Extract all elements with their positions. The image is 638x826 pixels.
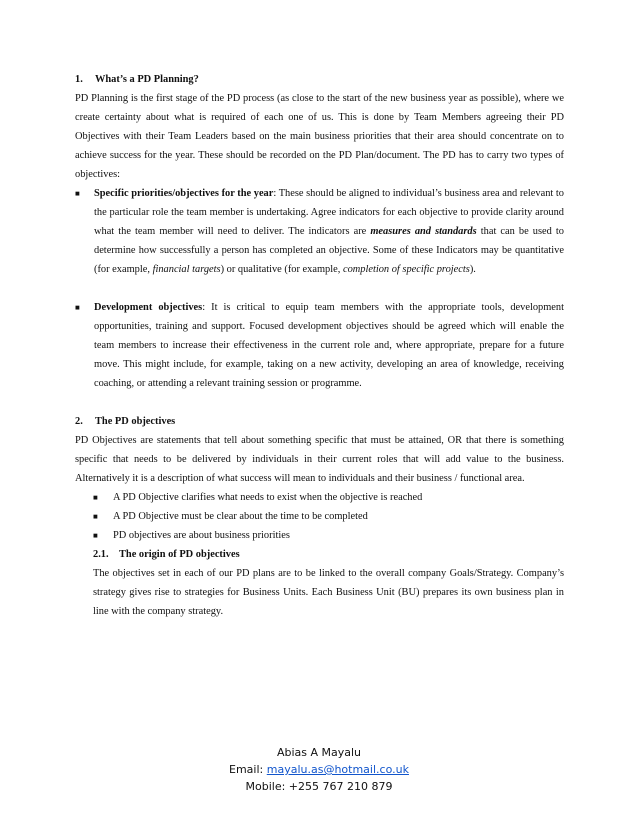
list-item	[93, 488, 564, 507]
subsection-title: The origin of PD objectives	[119, 549, 240, 560]
section-1-heading	[75, 70, 564, 89]
section-1-title: What’s a PD Planning?	[95, 74, 199, 85]
bullet-text: PD objectives are about business priorities	[113, 530, 290, 541]
list-item	[93, 526, 564, 545]
bullet-emphasis: measures and standards	[370, 226, 477, 237]
email-link[interactable]: mayalu.as@hotmail.co.uk	[266, 763, 409, 776]
section-2-title: The PD objectives	[95, 416, 176, 427]
mobile-line: Mobile: +255 767 210 879	[245, 780, 393, 793]
square-bullet-icon: ■	[75, 189, 80, 198]
square-bullet-icon: ■	[93, 512, 98, 521]
section-2-paragraph: PD Objectives are statements that tell about something specific that must be attained, OR that there is something specific that needs to be delivered by individuals in their current roles that will add value to the business. Alternatively it is a description of what success will mean to individuals and their business / functional area.	[75, 435, 564, 484]
bullet-text: that can be used to determine how successfully a person has completed an objective. Some of these Indicators may be quantitative (for example,	[94, 226, 564, 275]
bullet-text: ) or qualitative (for example,	[220, 264, 343, 275]
section-2-heading	[75, 412, 564, 431]
section-2-number: 2.	[75, 416, 83, 427]
subsection-paragraph: The objectives set in each of our PD plans are to be linked to the overall company Goals/Strategy. Company’s strategy gives rise to strategies for Business Units. Each Business Unit (BU) prepares its own business plan in line with the company strategy.	[93, 568, 564, 617]
list-item	[93, 507, 564, 526]
spacer	[75, 393, 564, 412]
square-bullet-icon: ■	[93, 531, 98, 540]
subsection-2-1-heading	[93, 545, 564, 564]
subsection-number: 2.1.	[93, 549, 109, 560]
bullet-lead: Specific priorities/objectives for the year	[94, 188, 274, 199]
email-label: Email:	[229, 763, 267, 776]
list-item	[75, 298, 564, 393]
square-bullet-icon: ■	[93, 493, 98, 502]
bullet-text: A PD Objective must be clear about the time to be completed	[113, 511, 368, 522]
spacer	[75, 279, 564, 298]
document-body	[75, 70, 564, 621]
section-2-details	[75, 488, 564, 621]
bullet-text: A PD Objective clarifies what needs to exist when the objective is reached	[113, 492, 423, 503]
section-1-paragraph: PD Planning is the first stage of the PD process (as close to the start of the new business year as possible), where we create certainty about what is required of each one of us. This is done by Team Members agreeing their PD Objectives with their Team Leaders based on the main business priorities that their area should concentrate on to achieve success for the year. These should be recorded on the PD Plan/document. The PD has to carry two types of objectives:	[75, 93, 564, 180]
list-item	[75, 184, 564, 279]
bullet-text: ).	[469, 264, 476, 275]
email-line	[0, 761, 638, 778]
page-footer	[0, 744, 638, 795]
bullet-text: : It is critical to equip team members with the appropriate tools, development opportunities, training and support. Focused development objectives should be agreed which will enable the team members to increase their effectiveness in the current role and, where appropriate, prepare for a future move. This might include, for example, taking on a new activity, developing an area of knowledge, receiving coaching, or attending a relevant training session or programme.	[94, 302, 565, 389]
author-name: Abias A Mayalu	[276, 746, 362, 759]
bullet-lead: Development objectives	[94, 302, 203, 313]
bullet-emphasis: financial targets	[152, 264, 221, 275]
section-1-number: 1.	[75, 74, 83, 85]
bullet-text: : These should be aligned to individual’s business area and relevant to the particular role the team member is undertaking. Agree indicators for each objective to provide clarity around what the team member will need to deliver. The indicators are	[94, 188, 565, 237]
square-bullet-icon: ■	[75, 303, 80, 312]
bullet-emphasis: completion of specific projects	[342, 264, 470, 275]
